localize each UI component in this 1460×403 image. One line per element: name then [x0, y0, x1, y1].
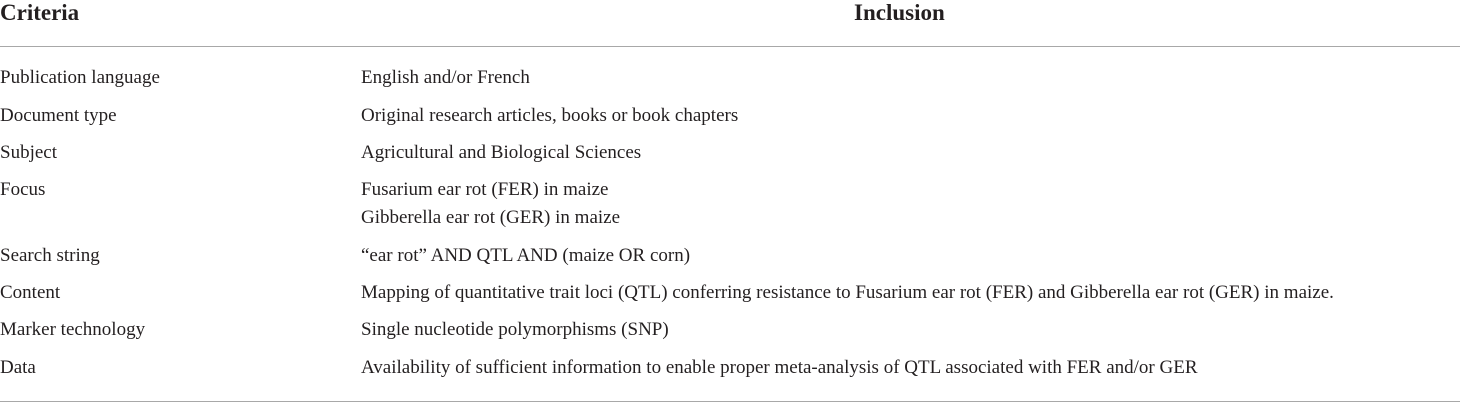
inclusion-cell — [361, 139, 641, 167]
inclusion-line: Fusarium ear rot (FER) in maize — [361, 179, 609, 200]
inclusion-line: Single nucleotide polymorphisms (SNP) — [361, 319, 669, 340]
criteria-cell: Publication language — [0, 67, 160, 88]
inclusion-cell — [361, 64, 530, 92]
inclusion-cell — [361, 354, 1198, 382]
inclusion-cell — [361, 242, 690, 270]
header-criteria: Criteria — [0, 0, 80, 25]
criteria-cell: Content — [0, 282, 61, 303]
criteria-cell: Search string — [0, 245, 100, 266]
criteria-cell: Focus — [0, 179, 46, 200]
header-inclusion: Inclusion — [854, 0, 945, 25]
inclusion-cell — [361, 176, 620, 232]
inclusion-line: Gibberella ear rot (GER) in maize — [361, 207, 621, 228]
inclusion-cell — [361, 279, 1334, 307]
criteria-cell: Document type — [0, 105, 117, 126]
table-bottom-rule — [0, 401, 1460, 402]
table-header — [0, 0, 1460, 46]
criteria-cell: Marker technology — [0, 319, 146, 340]
inclusion-line: Agricultural and Biological Sciences — [361, 142, 642, 163]
inclusion-line: Mapping of quantitative trait loci (QTL) conferring resistance to Fusarium ear rot (FER) and Gibberella ear rot (GER) in maize. — [361, 282, 1334, 303]
inclusion-line: Original research articles, books or book chapters — [361, 105, 739, 126]
inclusion-cell — [361, 316, 669, 344]
criteria-cell: Data — [0, 357, 36, 378]
inclusion-cell — [361, 102, 738, 130]
header-divider — [0, 46, 1460, 47]
inclusion-line: English and/or French — [361, 67, 530, 88]
inclusion-line: Availability of sufficient information to enable proper meta-analysis of QTL associated with FER and/or GER — [361, 357, 1198, 378]
criteria-cell: Subject — [0, 142, 57, 163]
inclusion-line: “ear rot” AND QTL AND (maize OR corn) — [361, 245, 691, 266]
